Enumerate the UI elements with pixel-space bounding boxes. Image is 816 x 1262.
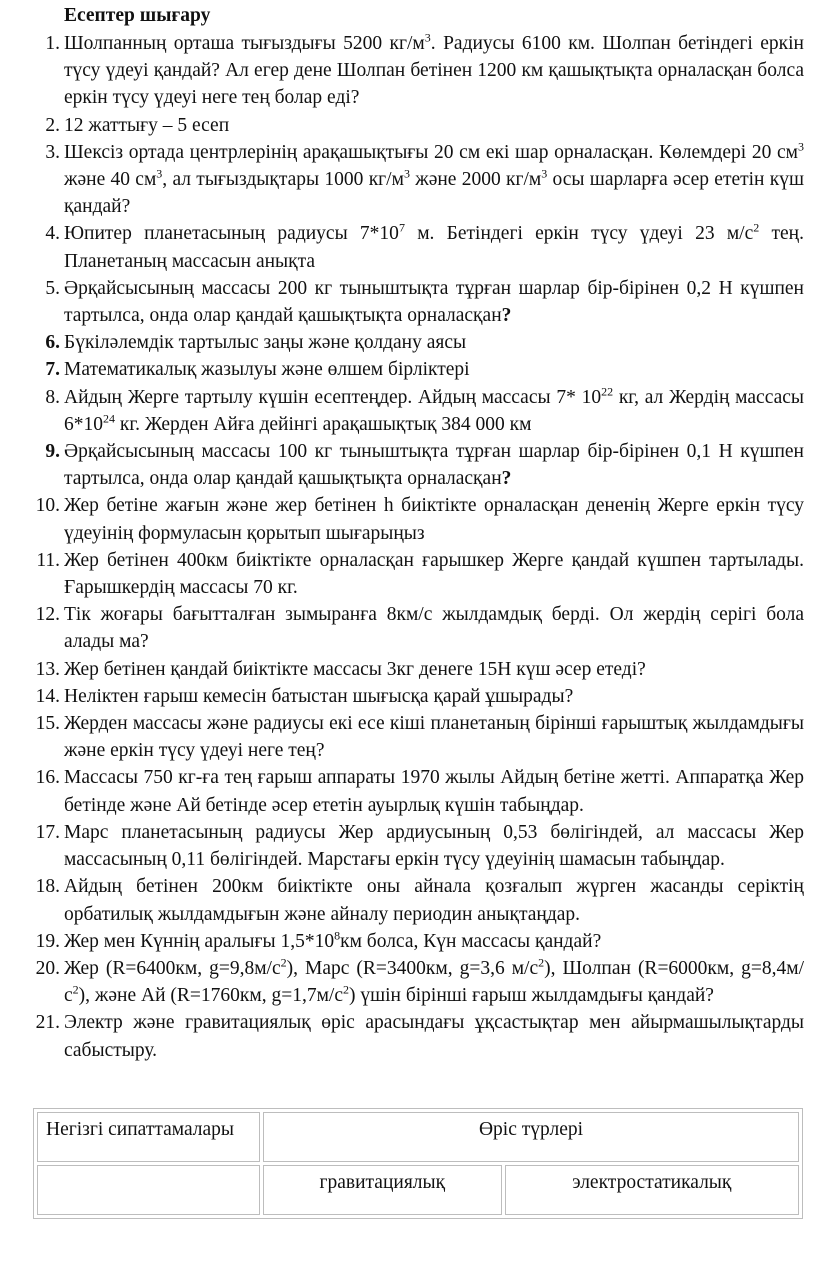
- problem-number: 19.: [35, 930, 60, 952]
- problem-item: [18, 438, 804, 492]
- problem-item: [18, 955, 804, 1009]
- problem-item: [18, 1009, 804, 1063]
- text-run: Жер бетінен қандай биіктікте массасы 3кг денеге 15Н күш әсер етеді?: [64, 658, 646, 680]
- problem-text: [62, 30, 804, 112]
- problem-number: 15.: [35, 713, 60, 735]
- problem-number: 2.: [45, 114, 60, 136]
- problem-item: [18, 30, 804, 112]
- text-run: Әрқайсысының массасы 200 кг тыныштықта тұрған шарлар бір-бірінен 0,2 Н күшпен тартылса, онда олар қандай қашықтықта орналасқан: [64, 277, 804, 327]
- problem-text: [62, 438, 804, 492]
- problem-text: [62, 139, 804, 221]
- text-run: Бүкіләлемдік тартылыс заңы және қолдану аясы: [64, 332, 467, 354]
- problem-item: [18, 683, 804, 710]
- problem-text: [62, 955, 804, 1009]
- problem-text: [62, 220, 804, 274]
- problem-number: 16.: [35, 767, 60, 789]
- superscript: 22: [601, 384, 614, 399]
- problem-number: 6.: [45, 332, 60, 354]
- problem-item: [18, 656, 804, 683]
- problem-number: 21.: [35, 1012, 60, 1034]
- text-run: Жер бетінен 400км биіктікте орналасқан ғарышкер Жерге қандай күшпен тартылады. Ғарышкердің массасы 70 кг.: [64, 549, 804, 599]
- problem-number: 13.: [35, 658, 60, 680]
- text-run: және 2000 кг/м: [409, 169, 542, 191]
- document-title: Есептер шығару: [64, 5, 211, 26]
- text-run: Жер бетіне жағын және жер бетінен h биіктікте орналасқан дененің Жерге еркін түсу үдеуінің формуласын қорытып шығарыңыз: [64, 495, 804, 544]
- problem-text: [62, 819, 804, 873]
- text-run: ) үшін бірінші ғарыш жылдамдығы қандай?: [348, 985, 714, 1007]
- problem-number: 4.: [45, 223, 60, 245]
- problem-item: [18, 928, 804, 955]
- table-subheader-row: [37, 1165, 799, 1215]
- text-run: Марс планетасының радиусы Жер ардиусының 0,53 бөлігіндей, ал массасы Жер массасының 0,11 бөлігіндей. Марстағы еркін түсу үдеуінің шамасын табыңдар.: [64, 821, 804, 871]
- problem-number: 20.: [35, 957, 60, 979]
- text-run: Массасы 750 кг-ға тең ғарыш аппараты 1970 жылы Айдың бетіне жетті. Аппаратқа Жер бетінде және Ай бетінде әсер ететін ауырлық күшін табыңдар.: [64, 767, 804, 816]
- problem-item: [18, 112, 804, 139]
- text-run: ), және Ай (R=1760км, g=1,7м/с: [78, 985, 343, 1007]
- text-run: ), Шолпан (R=6000км, g=8,4м/с: [64, 957, 805, 1007]
- text-run: осы шарларға әсер ететін күш қандай?: [64, 169, 805, 218]
- problem-number: 5.: [45, 277, 60, 299]
- text-run: кг, ал Жердің массасы 6*10: [64, 386, 804, 435]
- problem-text: [62, 356, 804, 383]
- problem-item: [18, 764, 804, 818]
- text-run: Юпитер планетасының радиусы 7*10: [64, 223, 399, 245]
- text-run: Әрқайсысының массасы 100 кг тыныштықта тұрған шарлар бір-бірінен 0,1 Н күшпен тартылса, онда олар қандай қашықтықта орналасқан: [64, 441, 804, 490]
- text-run: Жер (R=6400км, g=9,8м/с: [64, 957, 281, 979]
- problem-number: 3.: [45, 141, 60, 163]
- superscript: 3: [403, 166, 410, 181]
- problem-number: 17.: [35, 821, 60, 843]
- problem-item: [18, 139, 804, 221]
- table-subheader-gravitational: гравитациялық: [263, 1165, 502, 1215]
- text-run: . Радиусы 6100 км. Шолпан бетіндегі еркін түсу үдеуі қандай? Ал егер дене Шолпан бетінен 1200 км қашықтықта орналасқан болса еркін түсу үдеуі неге тең болар еді?: [64, 33, 804, 109]
- problem-text: [62, 547, 804, 601]
- text-run: Шексіз ортада центрлерінің арақашықтығы 20 см екі шар орналасқан. Көлемдері 20 см: [64, 141, 798, 163]
- table-subheader-electrostatic: электростатикалық: [505, 1165, 799, 1215]
- problem-text: [62, 656, 804, 683]
- bold-mark: ?: [501, 468, 512, 490]
- text-run: м. Бетіндегі еркін түсу үдеуі 23 м/с: [404, 223, 754, 245]
- problem-text: [62, 492, 804, 546]
- text-run: Шолпанның орташа тығыздығы 5200 кг/м: [64, 33, 425, 54]
- problem-text: [62, 329, 804, 356]
- text-run: Айдың бетінен 200км биіктікте оны айнала қозғалып жүрген жасанды серіктің орбатилық жылдамдығын және айналу периодин анықтаңдар.: [64, 876, 804, 925]
- text-run: тең. Планетаның массасын анықта: [64, 223, 804, 272]
- table-header-field-types: Өріс түрлері: [263, 1112, 799, 1162]
- problem-text: [62, 384, 804, 438]
- superscript: 2: [280, 955, 287, 970]
- superscript: 3: [424, 30, 431, 45]
- text-run: және 40 см: [64, 169, 157, 191]
- problem-text: [62, 928, 804, 955]
- problem-list: [18, 30, 804, 1064]
- text-run: Тік жоғары бағытталған зымыранға 8км/с жылдамдық берді. Ол жердің серігі бола алады ма?: [64, 604, 804, 653]
- problem-text: [62, 873, 804, 927]
- problem-number: 14.: [35, 685, 60, 707]
- problem-item: [18, 329, 804, 356]
- superscript: 2: [342, 982, 349, 997]
- superscript: 3: [156, 166, 163, 181]
- problem-text: [62, 1009, 804, 1063]
- table-header-row: [37, 1112, 799, 1162]
- table-header-characteristics: Негізгі сипаттамалары: [37, 1112, 260, 1162]
- problem-number: 8.: [45, 386, 60, 408]
- text-run: Неліктен ғарыш кемесін батыстан шығысқа қарай ұшырады?: [64, 685, 574, 707]
- problem-text: [62, 601, 804, 655]
- text-run: Айдың Жерге тартылу күшін есептеңдер. Айдың массасы 7* 10: [64, 386, 602, 408]
- problem-text: [62, 764, 804, 818]
- superscript: 3: [541, 166, 548, 181]
- text-run: Жер мен Күннің аралығы 1,5*10: [64, 930, 335, 952]
- text-run: км болса, Күн массасы қандай?: [340, 930, 602, 952]
- problem-number: 18.: [35, 876, 60, 898]
- text-run: кг. Жерден Айға дейінгі арақашықтық 384 000 км: [115, 413, 532, 435]
- superscript: 24: [103, 411, 115, 426]
- problem-number: 11.: [36, 549, 60, 571]
- problem-item: [18, 384, 804, 438]
- text-run: , ал тығыздықтары 1000 кг/м: [162, 169, 404, 191]
- problem-number: 12.: [35, 604, 60, 626]
- text-run: Электр және гравитациялық өріс арасындағы ұқсастықтар мен айырмашылықтарды сабыстыру.: [64, 1012, 804, 1061]
- table-empty-cell: [37, 1165, 260, 1215]
- problem-item: [18, 492, 804, 546]
- problem-item: [18, 601, 804, 655]
- problem-text: [62, 710, 804, 764]
- text-run: Математикалық жазылуы және өлшем бірліктері: [64, 359, 470, 381]
- problem-item: [18, 275, 804, 329]
- problem-number: 9.: [45, 441, 60, 463]
- problem-text: [62, 112, 804, 139]
- superscript: 2: [72, 982, 79, 997]
- superscript: 7: [398, 220, 405, 235]
- problem-text: [62, 275, 804, 329]
- problem-text: [62, 683, 804, 710]
- text-run: 12 жаттығу – 5 есеп: [64, 114, 230, 136]
- comparison-table: [33, 1108, 803, 1219]
- superscript: 8: [334, 928, 341, 943]
- problem-number: 1.: [45, 33, 60, 54]
- problem-number: 10.: [35, 495, 60, 517]
- superscript: 2: [753, 220, 760, 235]
- problem-item: [18, 710, 804, 764]
- problem-item: [18, 356, 804, 383]
- problem-item: [18, 547, 804, 601]
- problem-item: [18, 873, 804, 927]
- bold-mark: ?: [501, 305, 512, 327]
- superscript: 3: [798, 139, 804, 154]
- problem-number: 7.: [45, 359, 60, 381]
- text-run: Жерден массасы және радиусы екі есе кіші планетаның бірінші ғарыштық жылдамдығы және еркін түсу үдеуі неге тең?: [64, 713, 804, 762]
- problem-item: [18, 220, 804, 274]
- superscript: 2: [538, 955, 545, 970]
- problem-item: [18, 819, 804, 873]
- text-run: ), Марс (R=3400км, g=3,6 м/с: [286, 957, 539, 979]
